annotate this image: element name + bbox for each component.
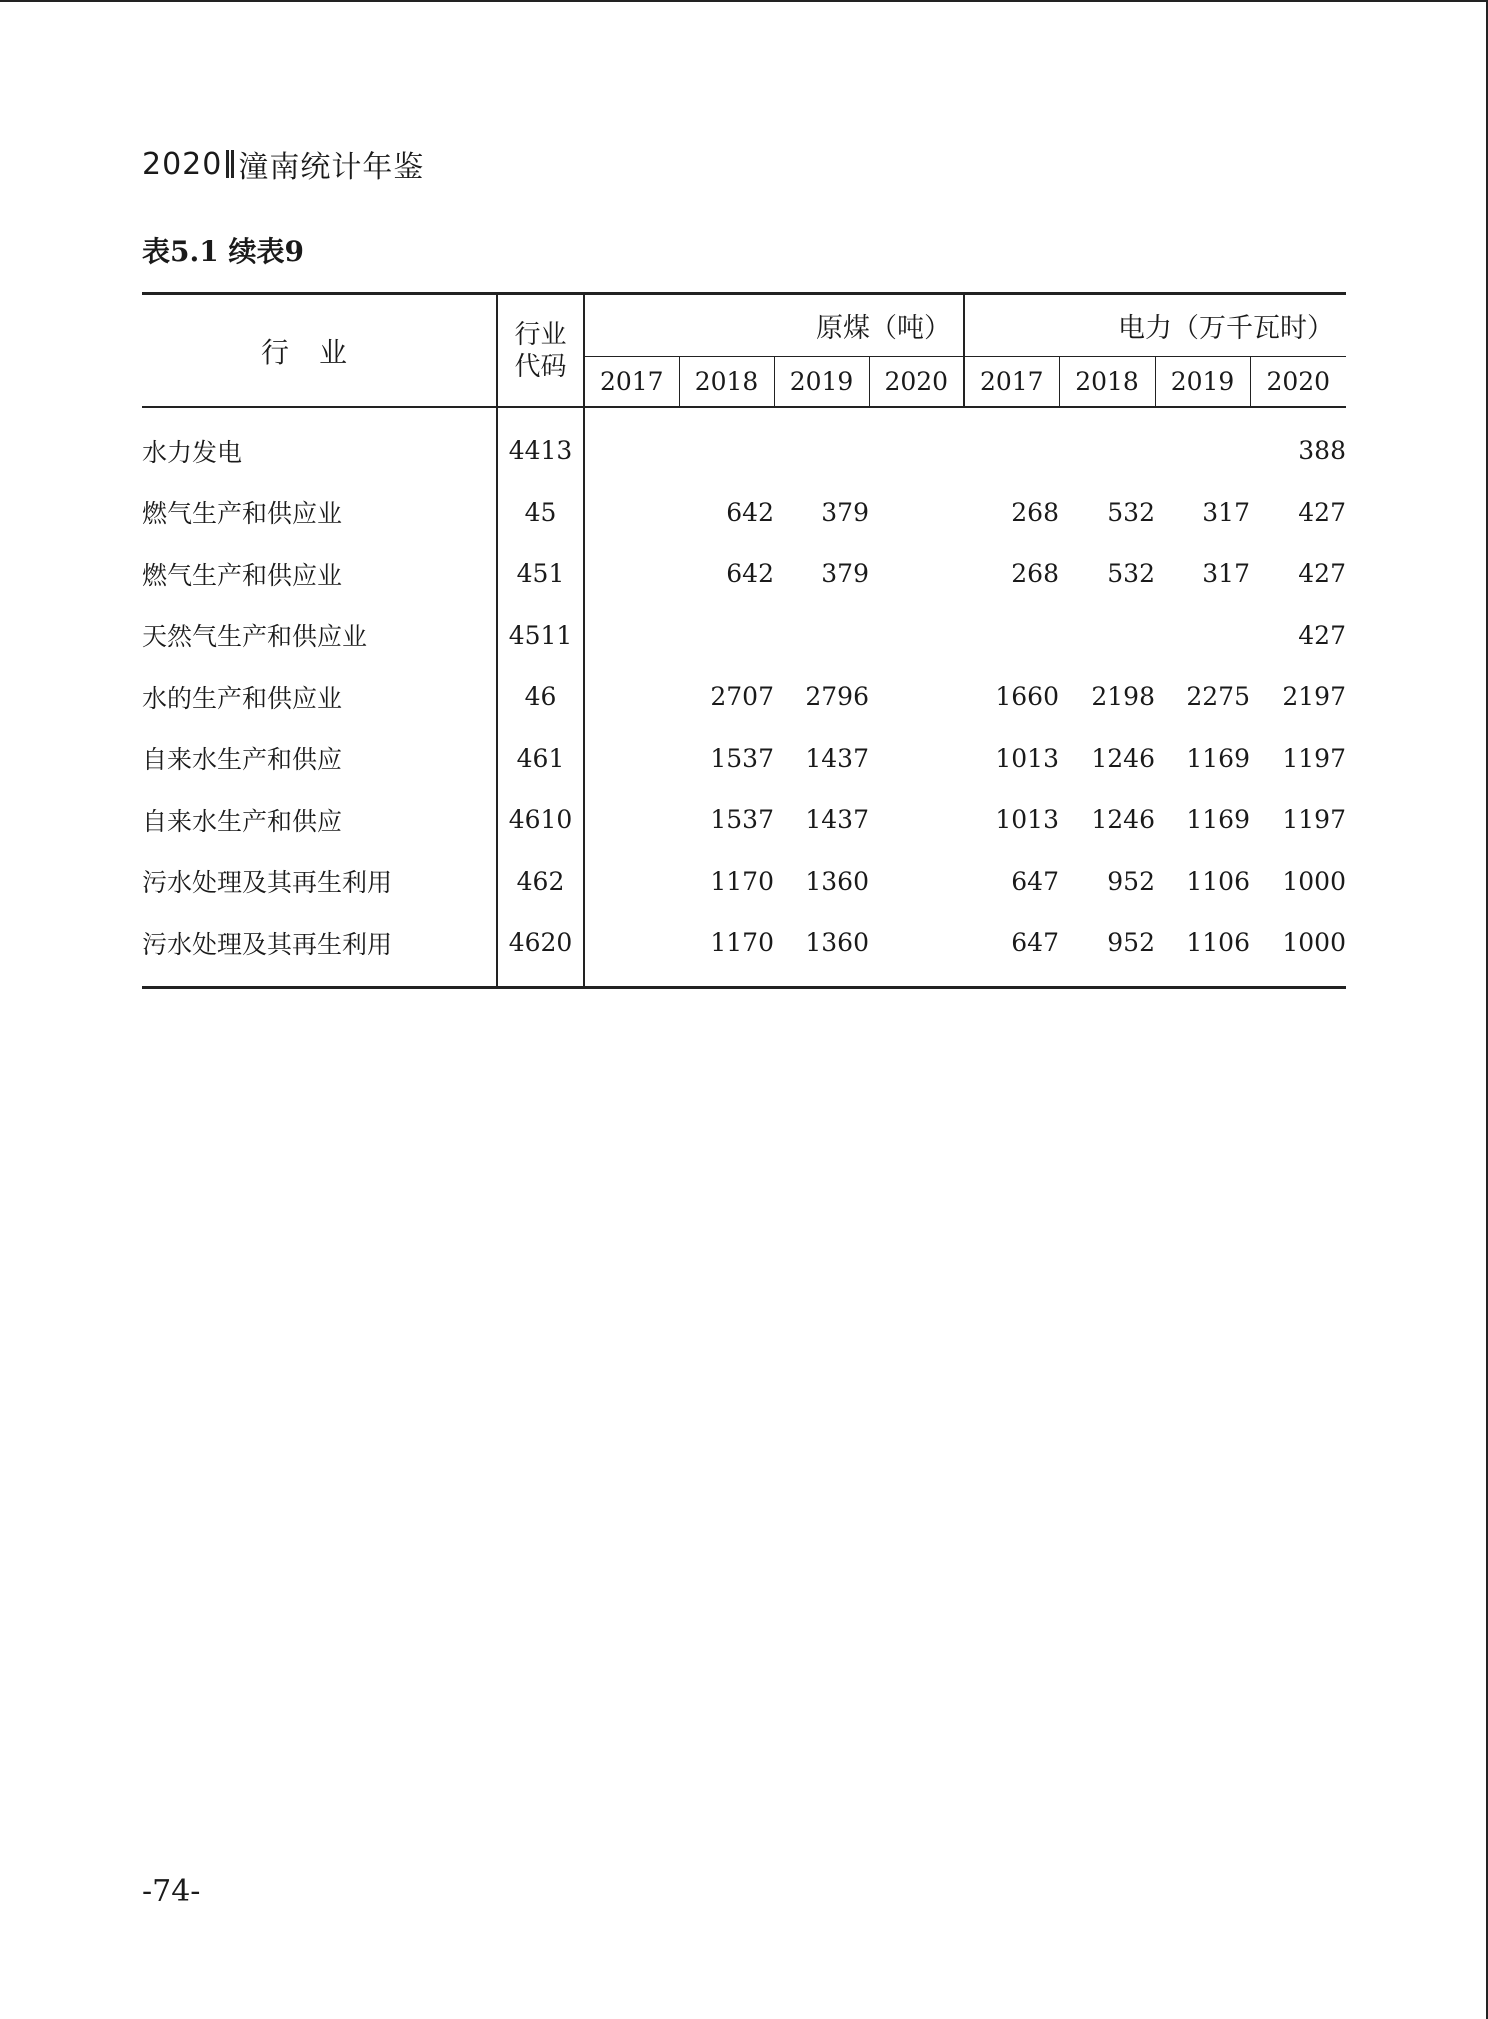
row-industry-name: 水力发电 bbox=[142, 407, 497, 482]
cell-coal-value: 1360 bbox=[805, 928, 869, 958]
cell-power-value: 388 bbox=[1298, 436, 1346, 466]
header-power-year: 2019 bbox=[1155, 357, 1250, 408]
cell-coal-value: 1170 bbox=[710, 866, 774, 896]
cell-power-value: 317 bbox=[1202, 559, 1250, 589]
table-title: 表5.1 续表9 bbox=[142, 235, 304, 268]
table-row bbox=[142, 605, 1346, 667]
row-industry-code: 462 bbox=[497, 851, 584, 913]
cell-coal-value: 379 bbox=[821, 497, 869, 527]
cell-coal-value: 1437 bbox=[805, 743, 869, 773]
row-industry-code: 4511 bbox=[497, 605, 584, 667]
table-row bbox=[142, 543, 1346, 605]
cell-power-value: 427 bbox=[1298, 559, 1346, 589]
cell-coal-value bbox=[774, 407, 869, 482]
page-frame-top bbox=[0, 0, 1488, 2]
row-industry-name: 污水处理及其再生利用 bbox=[142, 851, 497, 913]
running-head-separator bbox=[226, 150, 234, 178]
header-power-year: 2018 bbox=[1059, 357, 1155, 408]
cell-power-value: 427 bbox=[1298, 620, 1346, 650]
cell-coal-value: 2707 bbox=[710, 682, 774, 712]
cell-power-value: 1106 bbox=[1186, 928, 1250, 958]
header-coal-year: 2017 bbox=[584, 357, 679, 408]
cell-power-value bbox=[964, 407, 1059, 482]
cell-power-value: 952 bbox=[1107, 866, 1155, 896]
cell-power-value: 2197 bbox=[1282, 682, 1346, 712]
cell-power-value: 2198 bbox=[1091, 682, 1155, 712]
cell-coal-value bbox=[584, 543, 679, 605]
row-industry-name: 自来水生产和供应 bbox=[142, 789, 497, 851]
header-code-line2: 代码 bbox=[514, 351, 567, 382]
cell-power-value bbox=[1155, 407, 1250, 482]
cell-coal-value bbox=[869, 728, 964, 790]
cell-power-value: 1246 bbox=[1091, 805, 1155, 835]
running-head-year: 2020 bbox=[142, 146, 223, 182]
row-industry-name: 自来水生产和供应 bbox=[142, 728, 497, 790]
cell-coal-value: 642 bbox=[726, 559, 774, 589]
cell-coal-value bbox=[869, 543, 964, 605]
cell-coal-value bbox=[584, 666, 679, 728]
cell-coal-value: 1537 bbox=[710, 805, 774, 835]
header-power-year: 2017 bbox=[964, 357, 1059, 408]
cell-coal-value bbox=[869, 605, 964, 667]
row-industry-name: 天然气生产和供应业 bbox=[142, 605, 497, 667]
cell-power-value: 1169 bbox=[1186, 805, 1250, 835]
row-industry-name: 水的生产和供应业 bbox=[142, 666, 497, 728]
header-coal: 原煤（吨） bbox=[584, 294, 964, 357]
cell-coal-value: 642 bbox=[726, 497, 774, 527]
cell-coal-value bbox=[869, 789, 964, 851]
cell-coal-value: 1537 bbox=[710, 743, 774, 773]
cell-coal-value bbox=[584, 407, 679, 482]
cell-power-value: 1246 bbox=[1091, 743, 1155, 773]
row-industry-code: 4413 bbox=[497, 407, 584, 482]
header-power-year: 2020 bbox=[1250, 357, 1346, 408]
cell-coal-value bbox=[869, 851, 964, 913]
cell-coal-value bbox=[679, 605, 774, 667]
row-industry-code: 461 bbox=[497, 728, 584, 790]
header-code-line1: 行业 bbox=[514, 319, 567, 350]
header-power: 电力（万千瓦时） bbox=[964, 294, 1346, 357]
cell-coal-value: 1360 bbox=[805, 866, 869, 896]
cell-coal-value bbox=[584, 789, 679, 851]
header-coal-year: 2018 bbox=[679, 357, 774, 408]
cell-coal-value bbox=[584, 728, 679, 790]
cell-power-value: 1660 bbox=[995, 682, 1059, 712]
cell-power-value: 952 bbox=[1107, 928, 1155, 958]
table-row bbox=[142, 407, 1346, 482]
cell-power-value: 1169 bbox=[1186, 743, 1250, 773]
cell-coal-value bbox=[869, 482, 964, 544]
running-head-book: 潼南统计年鉴 bbox=[238, 150, 425, 185]
cell-coal-value bbox=[584, 851, 679, 913]
cell-power-value bbox=[1155, 605, 1250, 667]
cell-power-value: 1197 bbox=[1282, 743, 1346, 773]
header-industry: 行业 bbox=[142, 294, 497, 408]
cell-coal-value bbox=[584, 482, 679, 544]
cell-power-value: 647 bbox=[1011, 928, 1059, 958]
row-industry-code: 46 bbox=[497, 666, 584, 728]
table-body bbox=[142, 407, 1346, 986]
cell-power-value: 1013 bbox=[995, 743, 1059, 773]
cell-coal-value bbox=[584, 912, 679, 986]
cell-power-value: 532 bbox=[1107, 559, 1155, 589]
cell-coal-value: 2796 bbox=[805, 682, 869, 712]
cell-power-value: 2275 bbox=[1186, 682, 1250, 712]
row-industry-name: 燃气生产和供应业 bbox=[142, 482, 497, 544]
cell-power-value: 1106 bbox=[1186, 866, 1250, 896]
cell-coal-value bbox=[869, 912, 964, 986]
row-industry-code: 451 bbox=[497, 543, 584, 605]
statistics-table bbox=[142, 292, 1346, 989]
cell-power-value: 1197 bbox=[1282, 805, 1346, 835]
cell-coal-value bbox=[679, 407, 774, 482]
row-industry-name: 燃气生产和供应业 bbox=[142, 543, 497, 605]
cell-power-value: 1000 bbox=[1282, 866, 1346, 896]
page-number: -74- bbox=[142, 1874, 201, 1909]
row-industry-code: 45 bbox=[497, 482, 584, 544]
cell-coal-value: 379 bbox=[821, 559, 869, 589]
cell-coal-value: 1170 bbox=[710, 928, 774, 958]
running-head bbox=[142, 142, 424, 186]
cell-power-value: 268 bbox=[1011, 497, 1059, 527]
cell-power-value: 647 bbox=[1011, 866, 1059, 896]
header-code bbox=[497, 294, 584, 408]
cell-power-value: 427 bbox=[1298, 497, 1346, 527]
row-industry-name: 污水处理及其再生利用 bbox=[142, 912, 497, 986]
cell-power-value: 317 bbox=[1202, 497, 1250, 527]
table-row bbox=[142, 482, 1346, 544]
table-bottom-rule bbox=[142, 986, 1346, 989]
cell-power-value: 1000 bbox=[1282, 928, 1346, 958]
header-coal-year: 2020 bbox=[869, 357, 964, 408]
table-row bbox=[142, 666, 1346, 728]
cell-power-value: 532 bbox=[1107, 497, 1155, 527]
cell-coal-value bbox=[869, 407, 964, 482]
row-industry-code: 4610 bbox=[497, 789, 584, 851]
cell-coal-value bbox=[774, 605, 869, 667]
row-industry-code: 4620 bbox=[497, 912, 584, 986]
table-row bbox=[142, 728, 1346, 790]
table-row bbox=[142, 851, 1346, 913]
cell-power-value: 268 bbox=[1011, 559, 1059, 589]
cell-coal-value bbox=[584, 605, 679, 667]
cell-power-value bbox=[1059, 605, 1155, 667]
cell-power-value bbox=[1059, 407, 1155, 482]
table-row bbox=[142, 789, 1346, 851]
cell-power-value: 1013 bbox=[995, 805, 1059, 835]
table-row bbox=[142, 912, 1346, 986]
header-coal-year: 2019 bbox=[774, 357, 869, 408]
cell-power-value bbox=[964, 605, 1059, 667]
cell-coal-value: 1437 bbox=[805, 805, 869, 835]
cell-coal-value bbox=[869, 666, 964, 728]
